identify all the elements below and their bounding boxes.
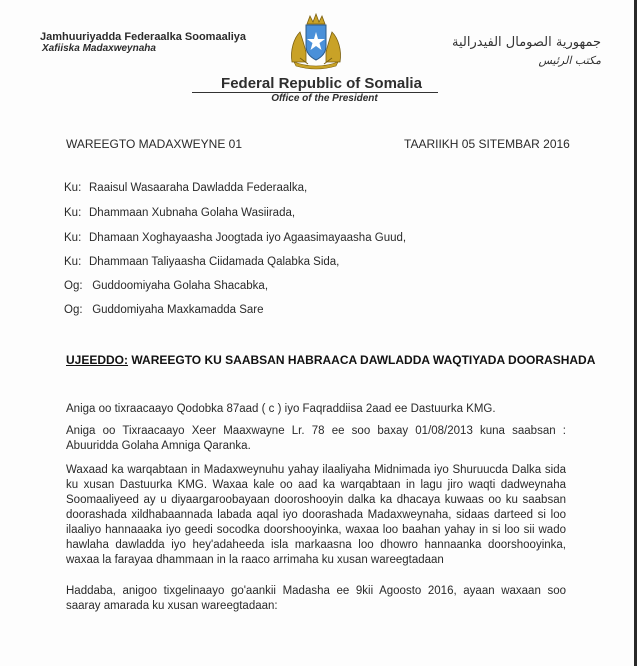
recipient-text: Dhammaan Taliyaasha Ciidamada Qalabka Sida,: [89, 256, 340, 268]
letterhead-title: Federal Republic of Somalia: [221, 75, 422, 92]
recipient-line: [64, 207, 295, 219]
recipient-line: [64, 232, 406, 244]
recipient-text: Dhamaan Xoghayaasha Joogtada iyo Agaasimayaasha Guud,: [89, 232, 407, 244]
subject-line: [66, 353, 595, 367]
reference-date: TAARIIKH 05 SITEMBAR 2016: [404, 137, 570, 151]
recipient-text: Dhammaan Xubnaha Golaha Wasiirada,: [89, 207, 296, 219]
recipient-prefix: Ku:: [64, 207, 82, 219]
recipient-prefix: Og:: [64, 280, 83, 292]
recipient-line: [64, 280, 268, 292]
letterhead-somali-name: Jamhuuriyadda Federaalka Soomaaliya: [40, 31, 247, 43]
reference-number: WAREEGTO MADAXWEYNE 01: [66, 137, 243, 151]
body-paragraph: Waxaad ka warqabtaan in Madaxweynuhu yahay ilaaliyaha Midnimada iyo Shuruucda Dalka sida ku xusan Dastuurka KMG. Waxaa kale oo aad ka warqabtaan in lagu jiro waqti dadweynaha Soomaaliyeed ay u diyaargaroobayaan dooroshooyin dalka ka dhacaya kuwaas oo ku saabsan doorashada xildhabaannada labada aqal iyo doorashada Madaxweynaha, sidaas darteed si loo ilaaliyo hannaaaka iyo geedi socodka doorshooyinka, waxaa loo baahan yahay in si loo sii wado hawlaha dawladda iyo hey'adaheeda isla markaasna loo dhowro hannaanka doorshooyinka, waxaa la farayaa dhammaan in la raaco arrimaha ku xusan wareegtadaan: [66, 464, 566, 566]
subject-text: WAREEGTO KU SAABSAN HABRAACA DAWLADDA WAQTIYADA DOORASHADA: [131, 353, 596, 367]
letterhead-arabic-office: مكتب الرئيس: [538, 54, 601, 67]
recipient-prefix: Og:: [64, 304, 83, 316]
recipient-text: Guddoomiyaha Golaha Shacabka,: [89, 280, 269, 292]
letterhead-somali-office: Xafiiska Madaxweynaha: [42, 43, 156, 54]
recipient-prefix: Ku:: [64, 256, 82, 268]
recipient-line: [64, 182, 307, 194]
letterhead-arabic-name: جمهورية الصومال الفيدرالية: [452, 35, 601, 50]
subject-label: UJEEDDO:: [66, 353, 129, 367]
recipient-prefix: Ku:: [64, 182, 82, 194]
recipient-line: [64, 256, 339, 268]
letterhead-subtitle: Office of the President: [271, 93, 378, 104]
body-paragraph: Aniga oo tixraacaayo Qodobka 87aad ( c ) iyo Faqraddiisa 2aad ee Dastuurka KMG.: [66, 403, 496, 415]
body-paragraph: Aniga oo Tixraacaayo Xeer Maaxwayne Lr. 78 ee soo baxay 01/08/2013 kuna saabsan : Abuuridda Golaha Amniga Qaranka.: [66, 425, 566, 452]
recipient-line: [64, 304, 264, 316]
somalia-coat-of-arms-icon: [286, 12, 346, 70]
body-paragraph: Haddaba, anigoo tixgelinaayo go'aankii Madasha ee 9kii Agoosto 2016, ayaan waxaan soo saaray amarada ku xusan wareegtadaan:: [66, 585, 566, 612]
recipient-text: Raaisul Wasaaraha Dawladda Federaalka,: [89, 182, 308, 194]
recipient-text: Guddomiyaha Maxkamadda Sare: [89, 304, 264, 316]
recipient-prefix: Ku:: [64, 232, 82, 244]
